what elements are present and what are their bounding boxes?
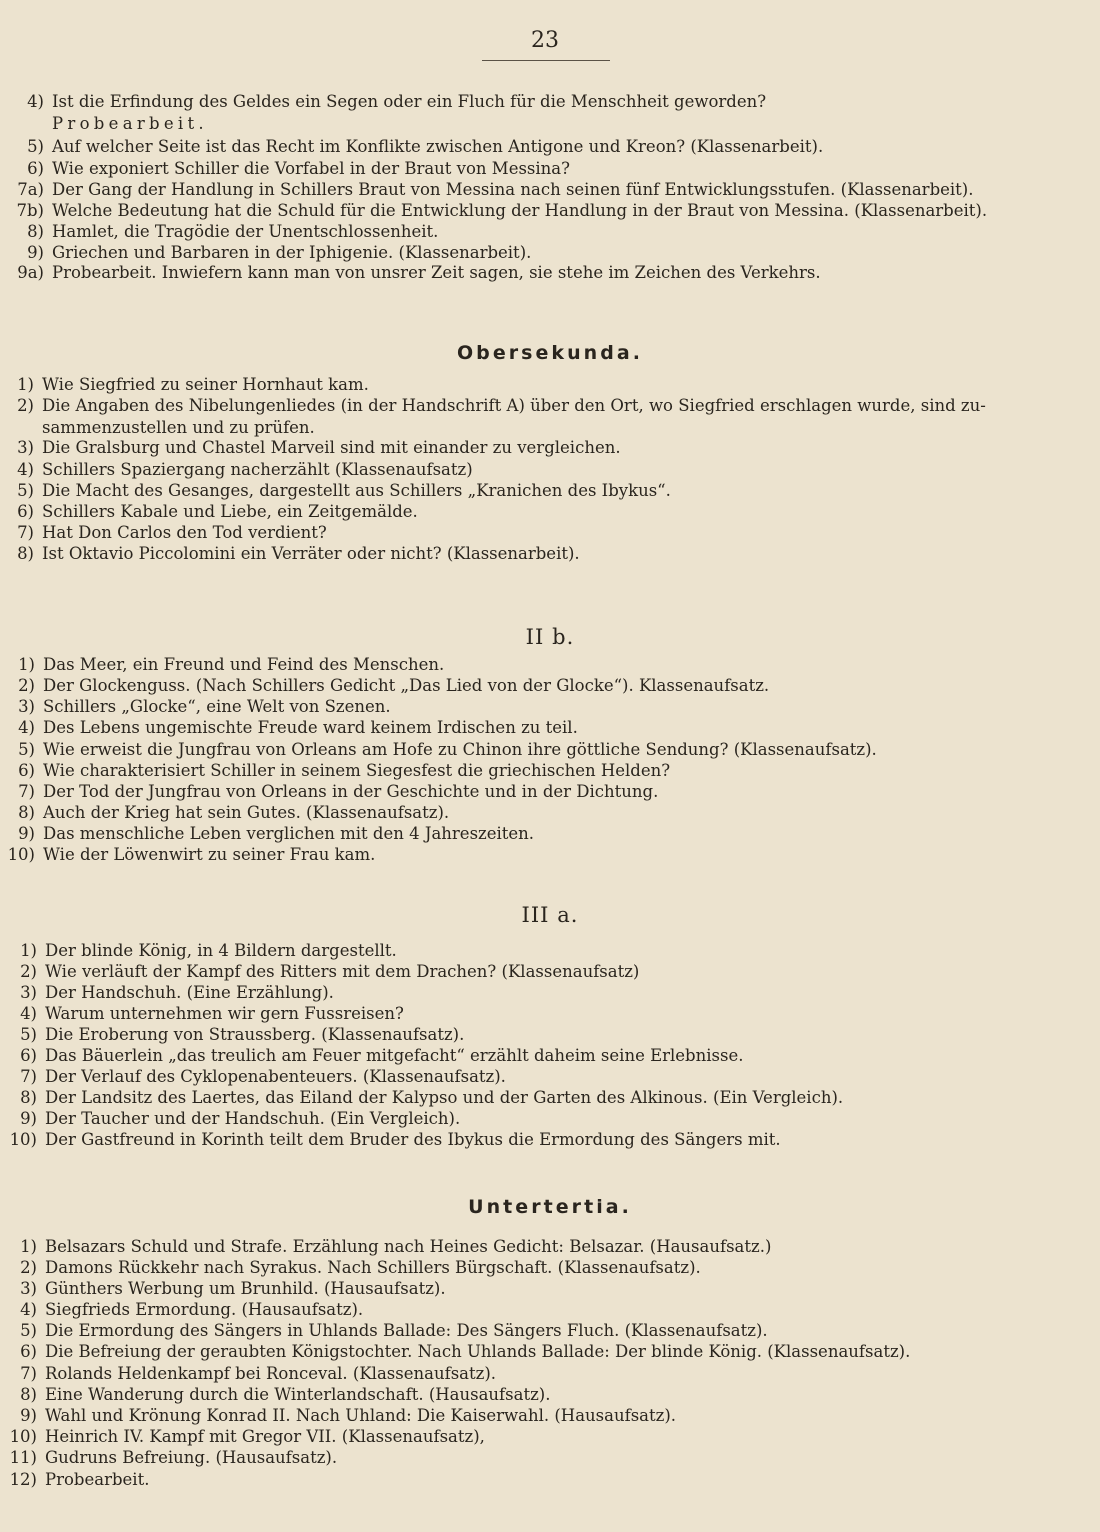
item-number: 12) — [9, 1470, 37, 1489]
item-number: 9) — [20, 1406, 37, 1425]
item-text: Der Handschuh. (Eine Erzählung). — [45, 983, 334, 1002]
item-number: 8) — [20, 1385, 37, 1404]
item-number: 6) — [20, 1342, 37, 1361]
item-text: Der Tod der Jungfrau von Orleans in der Geschichte und in der Dichtung. — [43, 782, 659, 801]
item-text: Wie erweist die Jungfrau von Orleans am Hofe zu Chinon ihre göttliche Sendung? (Klassenaufsatz). — [43, 740, 877, 759]
item-text: Damons Rückkehr nach Syrakus. Nach Schillers Bürgschaft. (Klassenaufsatz). — [45, 1258, 701, 1277]
item-number: 8) — [20, 1088, 37, 1107]
item-number: 3) — [20, 1279, 37, 1298]
item-text: Welche Bedeutung hat die Schuld für die Entwicklung der Handlung in der Braut von Messina. (Klassenarbeit). — [52, 201, 988, 220]
item-text: Das menschliche Leben verglichen mit den 4 Jahreszeiten. — [43, 824, 535, 843]
item-number: 5) — [20, 1025, 37, 1044]
item-text: Warum unternehmen wir gern Fussreisen? — [45, 1004, 404, 1023]
item-number: 7) — [17, 523, 34, 542]
item-text: Siegfrieds Ermordung. (Hausaufsatz). — [45, 1300, 364, 1319]
item-number: 10) — [9, 1130, 37, 1149]
item-number: 1) — [17, 375, 34, 394]
item-text: Der Landsitz des Laertes, das Eiland der Kalypso und der Garten des Alkinous. (Ein Vergleich). — [45, 1088, 844, 1107]
item-number: 7a) — [17, 180, 44, 199]
item-text: Auf welcher Seite ist das Recht im Konflikte zwischen Antigone und Kreon? (Klassenarbeit). — [52, 137, 824, 156]
item-number: 3) — [18, 697, 35, 716]
item-number: 2) — [17, 396, 34, 415]
item-number: 10) — [7, 845, 35, 864]
item-text: Probearbeit. — [45, 1470, 150, 1489]
item-text: Ist die Erfindung des Geldes ein Segen oder ein Fluch für die Menschheit geworden? — [52, 92, 767, 111]
item-number: 5) — [17, 481, 34, 500]
item-text: Die Macht des Gesanges, dargestellt aus Schillers „Kranichen des Ibykus“. — [42, 481, 671, 500]
item-number: 4) — [20, 1300, 37, 1319]
section-heading: II b. — [525, 625, 575, 649]
item-text: Wie verläuft der Kampf des Ritters mit dem Drachen? (Klassenaufsatz) — [45, 962, 640, 981]
item-text: Wie exponiert Schiller die Vorfabel in der Braut von Messina? — [52, 159, 570, 178]
item-number: 9) — [20, 1109, 37, 1128]
item-text: Das Meer, ein Freund und Feind des Menschen. — [43, 655, 445, 674]
item-text: Gudruns Befreiung. (Hausaufsatz). — [45, 1448, 338, 1467]
item-number: 8) — [17, 544, 34, 563]
item-number: 5) — [27, 137, 44, 156]
item-text: Wie charakterisiert Schiller in seinem Siegesfest die griechischen Helden? — [43, 761, 671, 780]
item-number: 7) — [20, 1364, 37, 1383]
item-text: Schillers „Glocke“, eine Welt von Szenen. — [43, 697, 391, 716]
item-number: 1) — [20, 941, 37, 960]
item-text: Ist Oktavio Piccolomini ein Verräter oder nicht? (Klassenarbeit). — [42, 544, 580, 563]
item-number: 9) — [27, 243, 44, 262]
item-text: Belsazars Schuld und Strafe. Erzählung nach Heines Gedicht: Belsazar. (Hausaufsatz.) — [45, 1237, 772, 1256]
item-text: Die Angaben des Nibelungenliedes (in der Handschrift A) über den Ort, wo Siegfried erschlagen wurde, sind zu- — [42, 396, 986, 415]
item-number: 6) — [17, 502, 34, 521]
item-number: 4) — [17, 460, 34, 479]
page-number-rule — [482, 60, 610, 61]
item-text: Wie der Löwenwirt zu seiner Frau kam. — [43, 845, 376, 864]
item-text: Hat Don Carlos den Tod verdient? — [42, 523, 327, 542]
item-number: 6) — [20, 1046, 37, 1065]
item-number: 1) — [20, 1237, 37, 1256]
item-text: Probearbeit. — [52, 114, 208, 133]
item-number: 2) — [18, 676, 35, 695]
item-number: 3) — [17, 438, 34, 457]
item-text: Die Gralsburg und Chastel Marveil sind mit einander zu vergleichen. — [42, 438, 621, 457]
item-text: Die Befreiung der geraubten Königstochter. Nach Uhlands Ballade: Der blinde König. (Klassenaufsatz). — [45, 1342, 911, 1361]
item-text: sammenzustellen und zu prüfen. — [42, 418, 315, 437]
item-text: Des Lebens ungemischte Freude ward keinem Irdischen zu teil. — [43, 718, 578, 737]
item-text: Heinrich IV. Kampf mit Gregor VII. (Klassenaufsatz), — [45, 1427, 485, 1446]
item-text: Griechen und Barbaren in der Iphigenie. (Klassenarbeit). — [52, 243, 532, 262]
item-text: Auch der Krieg hat sein Gutes. (Klassenaufsatz). — [43, 803, 450, 822]
item-number: 11) — [9, 1448, 37, 1467]
item-number: 6) — [18, 761, 35, 780]
item-text: Günthers Werbung um Brunhild. (Hausaufsatz). — [45, 1279, 446, 1298]
item-number: 6) — [27, 159, 44, 178]
item-text: Die Ermordung des Sängers in Uhlands Ballade: Des Sängers Fluch. (Klassenaufsatz). — [45, 1321, 768, 1340]
item-number: 8) — [18, 803, 35, 822]
item-text: Probearbeit. Inwiefern kann man von unsrer Zeit sagen, sie stehe im Zeichen des Verkehrs. — [52, 263, 821, 282]
item-text: Der Taucher und der Handschuh. (Ein Vergleich). — [45, 1109, 461, 1128]
section-heading: Obersekunda. — [456, 342, 643, 364]
item-number: 9a) — [17, 263, 44, 282]
item-text: Rolands Heldenkampf bei Ronceval. (Klassenaufsatz). — [45, 1364, 497, 1383]
item-text: Die Eroberung von Straussberg. (Klassenaufsatz). — [45, 1025, 465, 1044]
item-text: Wahl und Krönung Konrad II. Nach Uhland: Die Kaiserwahl. (Hausaufsatz). — [45, 1406, 677, 1425]
item-number: 10) — [9, 1427, 37, 1446]
item-text: Der Gang der Handlung in Schillers Braut von Messina nach seinen fünf Entwicklungsstufen. (Klassenarbeit). — [52, 180, 974, 199]
item-number: 4) — [18, 718, 35, 737]
item-number: 2) — [20, 962, 37, 981]
item-text: Der Gastfreund in Korinth teilt dem Bruder des Ibykus die Ermordung des Sängers mit. — [45, 1130, 781, 1149]
item-text: Der blinde König, in 4 Bildern dargestellt. — [45, 941, 397, 960]
item-number: 7b) — [16, 201, 44, 220]
item-text: Das Bäuerlein „das treulich am Feuer mitgefacht“ erzählt daheim seine Erlebnisse. — [45, 1046, 744, 1065]
item-number: 7) — [20, 1067, 37, 1086]
item-number: 2) — [20, 1258, 37, 1277]
item-text: Hamlet, die Tragödie der Unentschlossenheit. — [52, 222, 439, 241]
item-number: 5) — [20, 1321, 37, 1340]
item-text: Eine Wanderung durch die Winterlandschaft. (Hausaufsatz). — [45, 1385, 551, 1404]
item-number: 5) — [18, 740, 35, 759]
item-number: 9) — [18, 824, 35, 843]
item-text: Der Verlauf des Cyklopenabenteuers. (Klassenaufsatz). — [45, 1067, 506, 1086]
item-text: Schillers Kabale und Liebe, ein Zeitgemälde. — [42, 502, 418, 521]
item-text: Schillers Spaziergang nacherzählt (Klassenaufsatz) — [42, 460, 473, 479]
item-number: 4) — [27, 92, 44, 111]
item-number: 3) — [20, 983, 37, 1002]
section-heading: Untertertia. — [468, 1196, 632, 1218]
item-number: 1) — [18, 655, 35, 674]
page-number: 23 — [531, 28, 559, 53]
item-text: Der Glockenguss. (Nach Schillers Gedicht „Das Lied von der Glocke“). Klassenaufsatz. — [43, 676, 770, 695]
section-heading: III a. — [521, 903, 579, 927]
item-text: Wie Siegfried zu seiner Hornhaut kam. — [42, 375, 369, 394]
item-number: 7) — [18, 782, 35, 801]
item-number: 8) — [27, 222, 44, 241]
item-number: 4) — [20, 1004, 37, 1023]
